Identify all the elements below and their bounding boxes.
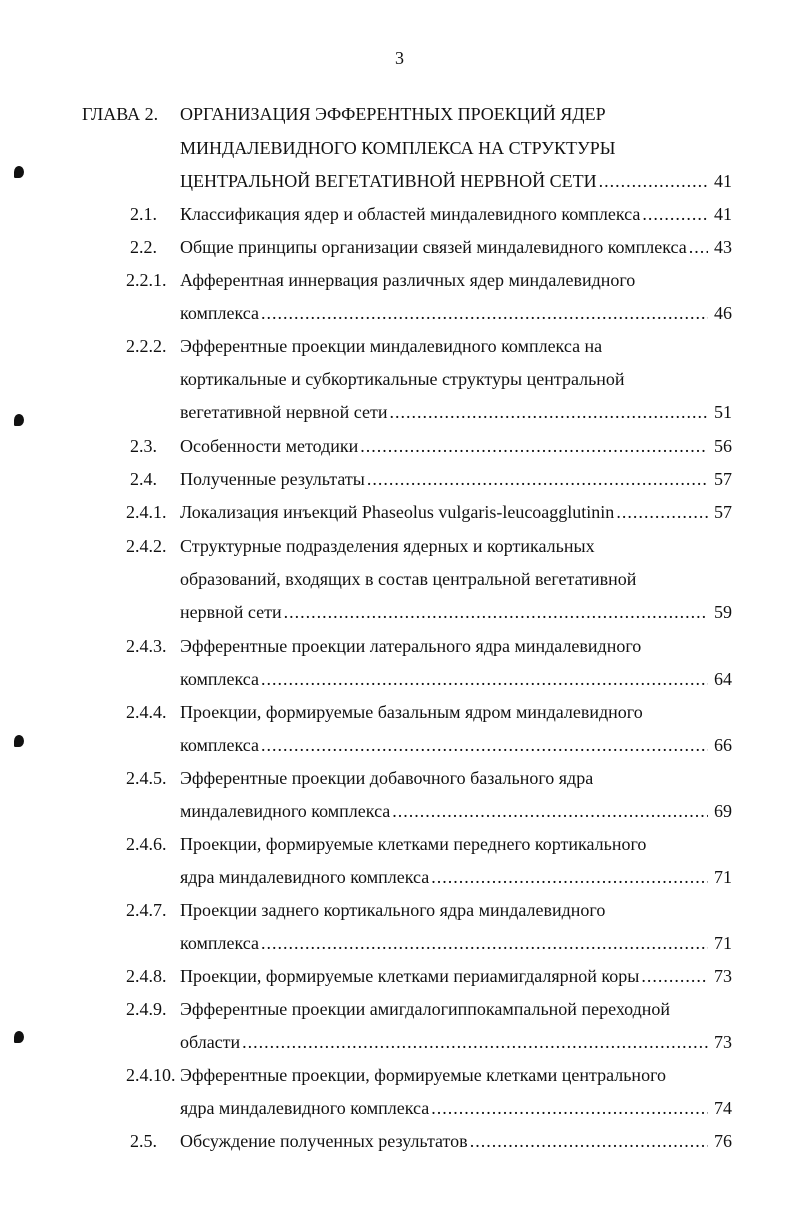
chapter-title-line: ЦЕНТРАЛЬНОЙ ВЕГЕТАТИВНОЙ НЕРВНОЙ СЕТИ bbox=[180, 171, 597, 191]
dot-leader bbox=[470, 1127, 708, 1155]
page-number: 3 bbox=[395, 48, 404, 68]
entry-page: 57 bbox=[714, 502, 732, 522]
toc-entry bbox=[180, 863, 732, 891]
dot-leader bbox=[599, 167, 708, 195]
chapter-page: 41 bbox=[714, 171, 732, 191]
entry-title-line: Особенности методики bbox=[180, 436, 359, 456]
entry-title-line: Обсуждение полученных результатов bbox=[180, 1131, 468, 1151]
entry-page: 66 bbox=[714, 735, 732, 755]
entry-title-line: комплекса bbox=[180, 303, 259, 323]
entry-title-line: ядра миндалевидного комплекса bbox=[180, 867, 430, 887]
entry-number: 2.4.9. bbox=[126, 999, 167, 1019]
entry-page: 73 bbox=[714, 1032, 732, 1052]
dot-leader bbox=[392, 797, 708, 825]
entry-number: 2.4.1. bbox=[126, 502, 167, 522]
dot-leader bbox=[641, 962, 708, 990]
entry-page: 73 bbox=[714, 966, 732, 986]
dot-leader bbox=[389, 398, 708, 426]
entry-title-line: Общие принципы организации связей миндалевидного комплекса bbox=[180, 237, 687, 257]
entry-title-line: Эфферентные проекции добавочного базального ядра bbox=[180, 768, 594, 788]
toc-entry bbox=[180, 432, 732, 460]
toc-entry bbox=[180, 731, 732, 759]
toc-entry bbox=[180, 498, 732, 526]
entry-number: 2.4.2. bbox=[126, 536, 167, 556]
entry-title-line: Проекции, формируемые клетками периамигдалярной коры bbox=[180, 966, 640, 986]
toc-entry bbox=[180, 299, 732, 327]
entry-title-line: Полученные результаты bbox=[180, 469, 365, 489]
entry-title-line: Эфферентные проекции миндалевидного комплекса на bbox=[180, 336, 603, 356]
bullet-mark bbox=[14, 414, 24, 426]
toc-entry bbox=[180, 465, 732, 493]
entry-number: 2.4.3. bbox=[126, 636, 167, 656]
entry-number: 2.5. bbox=[130, 1131, 157, 1151]
dot-leader bbox=[284, 598, 708, 626]
dot-leader bbox=[261, 929, 708, 957]
entry-number: 2.4. bbox=[130, 469, 157, 489]
dot-leader bbox=[360, 432, 708, 460]
entry-title-line: комплекса bbox=[180, 933, 259, 953]
chapter-title-line: ОРГАНИЗАЦИЯ ЭФФЕРЕНТНЫХ ПРОЕКЦИЙ ЯДЕР bbox=[180, 104, 606, 124]
entry-page: 46 bbox=[714, 303, 732, 323]
toc-entry bbox=[180, 398, 732, 426]
entry-page: 59 bbox=[714, 602, 732, 622]
dot-leader bbox=[261, 731, 708, 759]
entry-title-line: Эфферентные проекции, формируемые клетками центрального bbox=[180, 1065, 666, 1085]
entry-number: 2.1. bbox=[130, 204, 157, 224]
entry-title-line: области bbox=[180, 1032, 241, 1052]
chapter-label: ГЛАВА 2. bbox=[82, 104, 159, 124]
entry-title-line: Проекции, формируемые базальным ядром миндалевидного bbox=[180, 702, 643, 722]
entry-number: 2.4.8. bbox=[126, 966, 167, 986]
entry-page: 71 bbox=[714, 867, 732, 887]
entry-page: 76 bbox=[714, 1131, 732, 1151]
entry-page: 71 bbox=[714, 933, 732, 953]
entry-number: 2.2.2. bbox=[126, 336, 167, 356]
toc-entry bbox=[180, 797, 732, 825]
entry-page: 74 bbox=[714, 1098, 732, 1118]
dot-leader bbox=[242, 1028, 708, 1056]
entry-title-line: Классификация ядер и областей миндалевидного комплекса bbox=[180, 204, 641, 224]
entry-title-line: Проекции, формируемые клетками переднего кортикального bbox=[180, 834, 647, 854]
entry-number: 2.4.7. bbox=[126, 900, 167, 920]
entry-number: 2.3. bbox=[130, 436, 157, 456]
dot-leader bbox=[261, 299, 708, 327]
entry-title-line: нервной сети bbox=[180, 602, 282, 622]
entry-title-line: миндалевидного комплекса bbox=[180, 801, 391, 821]
entry-number: 2.2. bbox=[130, 237, 157, 257]
entry-title-line: Структурные подразделения ядерных и кортикальных bbox=[180, 536, 595, 556]
entry-title-line: вегетативной нервной сети bbox=[180, 402, 388, 422]
entry-title-line: комплекса bbox=[180, 735, 259, 755]
entry-number: 2.4.5. bbox=[126, 768, 167, 788]
entry-title-line: Проекции заднего кортикального ядра миндалевидного bbox=[180, 900, 606, 920]
dot-leader bbox=[367, 465, 708, 493]
toc-entry bbox=[180, 1127, 732, 1155]
dot-leader bbox=[431, 1094, 708, 1122]
entry-page: 69 bbox=[714, 801, 732, 821]
toc-entry bbox=[180, 1028, 732, 1056]
entry-title-line: Эфферентные проекции латерального ядра миндалевидного bbox=[180, 636, 642, 656]
toc-entry bbox=[180, 962, 732, 990]
entry-number: 2.4.4. bbox=[126, 702, 167, 722]
bullet-mark bbox=[14, 166, 24, 178]
toc-entry bbox=[180, 200, 732, 228]
toc-entry bbox=[180, 929, 732, 957]
entry-title-line: Эфферентные проекции амигдалогиппокампальной переходной bbox=[180, 999, 671, 1019]
toc-entry bbox=[180, 233, 732, 261]
entry-title-line: комплекса bbox=[180, 669, 259, 689]
bullet-mark bbox=[14, 735, 24, 747]
dot-leader bbox=[616, 498, 708, 526]
dot-leader bbox=[261, 665, 708, 693]
chapter-title-line: МИНДАЛЕВИДНОГО КОМПЛЕКСА НА СТРУКТУРЫ bbox=[180, 138, 616, 158]
chapter-title-last-line bbox=[180, 167, 732, 195]
entry-page: 51 bbox=[714, 402, 732, 422]
toc-entry bbox=[180, 598, 732, 626]
entry-page: 64 bbox=[714, 669, 732, 689]
entry-title-line: Афферентная иннервация различных ядер миндалевидного bbox=[180, 270, 636, 290]
entry-title-line: образований, входящих в состав центральной вегетативной bbox=[180, 569, 637, 589]
entry-number: 2.2.1. bbox=[126, 270, 167, 290]
entry-title-line: Локализация инъекций Phaseolus vulgaris-leucoagglutinin bbox=[180, 502, 615, 522]
entry-number: 2.4.10. bbox=[126, 1065, 176, 1085]
toc-entry bbox=[180, 665, 732, 693]
dot-leader bbox=[689, 233, 708, 261]
entry-title-line: ядра миндалевидного комплекса bbox=[180, 1098, 430, 1118]
dot-leader bbox=[431, 863, 708, 891]
entry-title-line: кортикальные и субкортикальные структуры центральной bbox=[180, 369, 625, 389]
entry-page: 57 bbox=[714, 469, 732, 489]
dot-leader bbox=[642, 200, 708, 228]
toc-entry bbox=[180, 1094, 732, 1122]
entry-number: 2.4.6. bbox=[126, 834, 167, 854]
entry-page: 43 bbox=[714, 237, 732, 257]
entry-page: 41 bbox=[714, 204, 732, 224]
entry-page: 56 bbox=[714, 436, 732, 456]
bullet-mark bbox=[14, 1031, 24, 1043]
